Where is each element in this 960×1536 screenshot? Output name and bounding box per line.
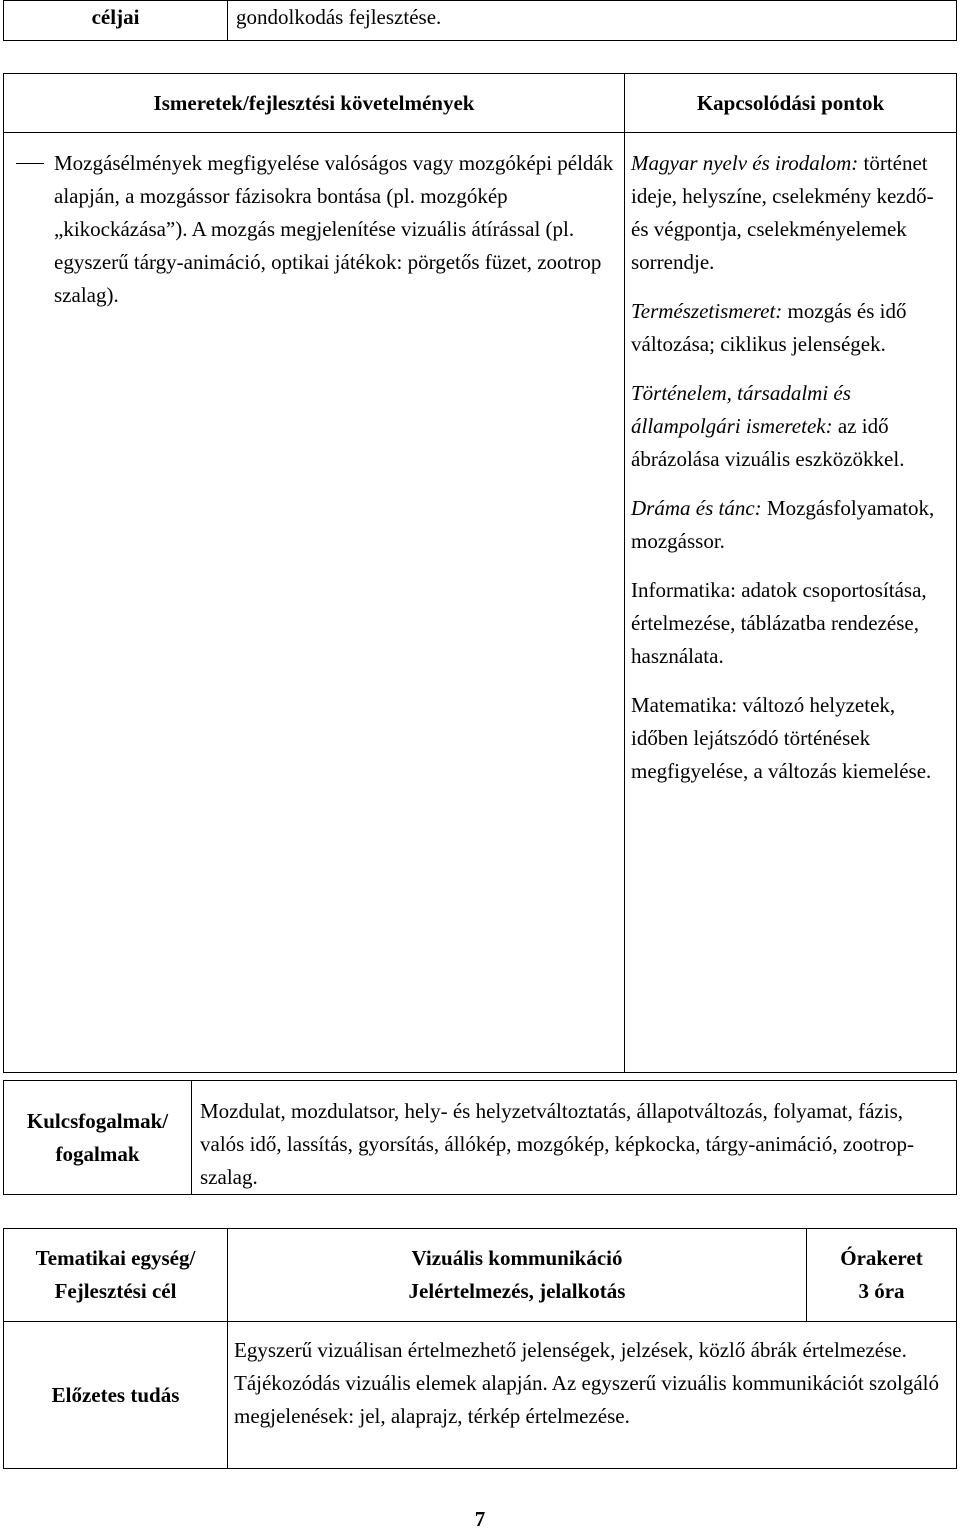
kapcsolodasi-subject: Természetismeret: <box>631 299 783 323</box>
orakeret-value: 3 óra <box>858 1279 905 1303</box>
kapcsolodasi-subject: Informatika: <box>631 578 736 602</box>
kapcsolodasi-text: mozgás és idő változása; ciklikus jelenségek. <box>631 299 907 356</box>
kulcsfogalmak-table <box>3 1080 957 1195</box>
kapcsolodasi-text: adatok csoportosítása, értelmezése, táblázatba rendezése, használata. <box>631 578 927 668</box>
elozetes-text: Egyszerű vizuálisan értelmezhető jelenségek, jelzések, közlő ábrák értelmezése. Tájékozódás vizuális elemek alapján. Az egyszerű vizuális kommunikációt szolgáló megjelenések: jel, alaprajz, térkép értelmezése. <box>228 1322 957 1469</box>
kapcsolodasi-subject: Történelem, társadalmi és állampolgári ismeretek: <box>631 381 851 438</box>
tematikai-title <box>228 1229 807 1322</box>
ismeretek-table <box>3 73 957 1073</box>
elozetes-label: Előzetes tudás <box>4 1322 228 1469</box>
page-number: 7 <box>474 1507 486 1531</box>
celjai-value: gondolkodás fejlesztése. <box>228 1 957 41</box>
tematikai-label <box>4 1229 228 1322</box>
ismeretek-header: Ismeretek/fejlesztési követelmények <box>4 74 625 133</box>
kapcsolodasi-subject: Magyar nyelv és irodalom: <box>631 151 859 175</box>
kulcsfogalmak-label: Kulcsfogalmak/ fogalmak <box>4 1081 192 1195</box>
ismeretek-cell <box>4 133 625 1073</box>
kapcsolodasi-text: az idő ábrázolása vizuális eszközökkel. <box>631 414 905 471</box>
kapcsolodasi-item <box>631 147 950 279</box>
kapcsolodasi-text: Mozgásfolyamatok, mozgássor. <box>631 496 935 553</box>
tematikai-table <box>3 1228 957 1469</box>
tematikai-title-line2: Jelértelmezés, jelalkotás <box>408 1279 626 1303</box>
kapcsolodasi-item <box>631 574 950 673</box>
list-item <box>4 133 624 312</box>
kapcsolodasi-item <box>631 295 950 361</box>
ismeretek-text: Mozgásélmények megfigyelése valóságos vagy mozgóképi példák alapján, a mozgássor fázisokra bontása (pl. mozgókép „kikockázása”). A mozgás megjelenítése vizuális átírással (pl. egyszerű tárgy-animáció, optikai játékok: pörgetős füzet, zootrop szalag). <box>54 151 614 307</box>
kapcsolodasi-item <box>631 492 950 558</box>
kapcsolodasi-item <box>631 377 950 476</box>
orakeret-label: Órakeret <box>840 1246 923 1270</box>
kapcsolodasi-item <box>631 689 950 788</box>
kapcsolodasi-text: változó helyzetek, időben lejátszódó történések megfigyelése, a változás kiemelése. <box>631 693 932 783</box>
tematikai-label-line1: Tematikai egység/ <box>35 1246 196 1270</box>
dash-bullet-icon <box>16 163 44 164</box>
kulcsfogalmak-text: Mozdulat, mozdulatsor, hely- és helyzetváltoztatás, állapotváltozás, folyamat, fázis, valós idő, lassítás, gyorsítás, állókép, mozgókép, képkocka, tárgy-animáció, zootrop-szalag. <box>192 1081 957 1195</box>
kapcsolodasi-text: történet ideje, helyszíne, cselekmény kezdő- és végpontja, cselekményelemek sorrendje. <box>631 151 934 274</box>
celjai-table <box>3 0 957 41</box>
orakeret-cell <box>807 1229 957 1322</box>
kapcsolodasi-cell <box>625 133 957 1073</box>
kapcsolodasi-list <box>625 133 956 788</box>
kapcsolodasi-header: Kapcsolódási pontok <box>625 74 957 133</box>
tematikai-title-line1: Vizuális kommunikáció <box>411 1246 623 1270</box>
celjai-label: céljai <box>4 1 228 41</box>
kapcsolodasi-subject: Matematika: <box>631 693 738 717</box>
tematikai-label-line2: Fejlesztési cél <box>54 1279 177 1303</box>
kapcsolodasi-subject: Dráma és tánc: <box>631 496 762 520</box>
